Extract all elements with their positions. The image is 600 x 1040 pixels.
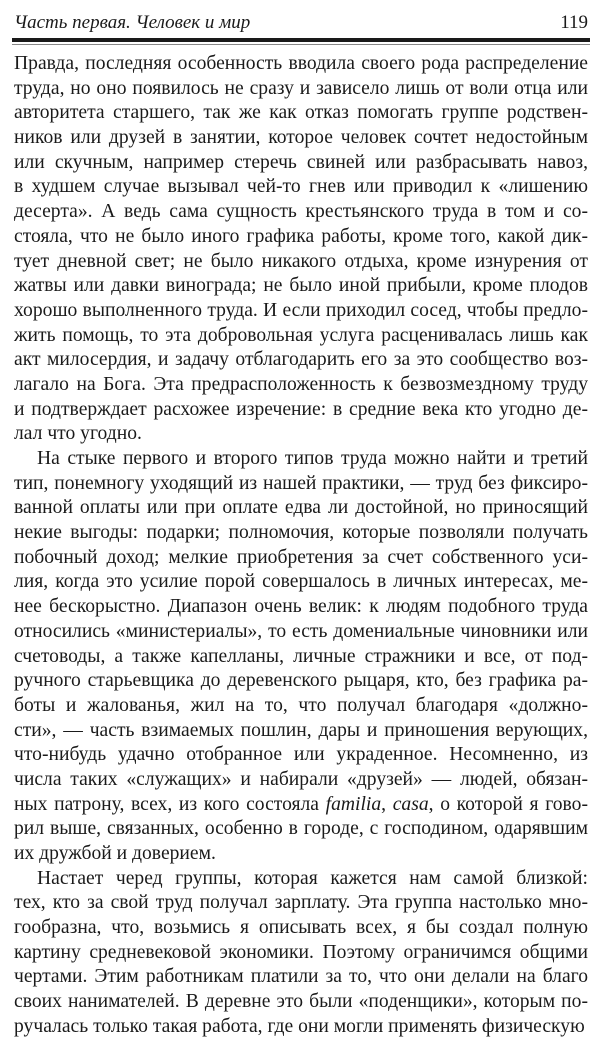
text-line: ручалась только такая работа, где они могли применять физическую <box>14 1015 585 1037</box>
text-segment: , о которой я гово- <box>428 793 588 815</box>
header-rule <box>12 38 590 42</box>
running-title: Часть первая. Человек и мир <box>14 12 251 33</box>
text-line: картину средневековой экономики. Поэтому ограничимся общими <box>14 941 588 963</box>
text-line: тип, понемногу уходящий из нашей практики, — труд без фиксиро- <box>14 472 588 494</box>
text-line: тует дневной свет; не было никакого отдыха, кроме изнурения от <box>14 250 588 272</box>
text-line: ников или друзей в занятии, которое человек сочтет недостойным <box>14 127 588 149</box>
text-segment: ных патрону, всех, из кого состояла <box>14 793 326 815</box>
text-line: хорошо выполненного труда. И если приходил сосед, чтобы предло- <box>14 299 588 321</box>
body-text <box>14 52 588 1040</box>
text-line: счетоводы, а также капелланы, личные стражники и все, от под- <box>14 645 588 667</box>
text-line: жатвы или давки винограда; не было иной прибыли, кроме плодов <box>14 275 588 297</box>
text-line: рил выше, связанных, особенно в городе, с господином, одарявшим <box>14 818 588 840</box>
paragraph <box>14 52 588 447</box>
header-rule-thin <box>12 44 590 45</box>
page-header <box>14 4 588 34</box>
text-line: что-нибудь удачно отобранное или украденное. Несомненно, из <box>14 744 588 766</box>
text-line: или скучным, например стеречь свиней или разбрасывать навоз, <box>14 151 588 173</box>
italic-term: casa <box>392 793 429 815</box>
text-line: тех, кто за свой труд получал зарплату. Эта группа настолько мно- <box>14 892 588 914</box>
text-line: в худшем случае вызывал чей-то гнев или приводил к «лишению <box>14 176 588 198</box>
text-line: Настает черед группы, которая кажется нам самой близкой: <box>37 867 588 889</box>
text-line: лагало на Бога. Эта предрасположенность к безвозмездному труду <box>14 373 588 395</box>
text-line: чертами. Этим работникам платили за то, что они делали на благо <box>14 966 588 988</box>
text-line: лия, когда это усилие порой совершалось в личных интересах, ме- <box>14 571 588 593</box>
text-line: относились «министериалы», то есть домениальные чиновники или <box>14 620 588 642</box>
text-line: стояла, что не было иного графика работы, кроме того, какой дик- <box>14 225 588 247</box>
text-line: На стыке первого и второго типов труда можно найти и третий <box>37 448 588 469</box>
text-line: их дружбой и доверием. <box>14 843 216 864</box>
text-line: труда, но оно появилось не сразу и зависело лишь от воли отца или <box>14 77 588 99</box>
text-line: акт милосердия, и задачу отблагодарить его за это сообщество воз- <box>14 349 588 371</box>
text-line: сти», — часть взимаемых пошлин, дары и приношения верующих, <box>14 719 588 741</box>
text-line: авторитета старшего, так же как отказ помогать группе родствен- <box>14 102 588 124</box>
text-line: некие выгоды: подарки; полномочия, которые позволяли получать <box>14 522 588 544</box>
text-line: своих нанимателей. В деревне это были «поденщики», которым по- <box>14 991 588 1013</box>
text-line: лал что угодно. <box>14 423 142 445</box>
text-line: и подтверждает расхожее изречение: в средние века кто угодно де- <box>14 398 588 420</box>
text-line: ручного старьевщика до деревенского рыцаря, кто, без графика ра- <box>14 670 588 692</box>
text-line: боты и жалованья, жил на то, что получал благодаря «должно- <box>14 694 588 716</box>
text-line: десерта». А ведь сама сущность крестьянского труда в том и со- <box>14 201 588 223</box>
text-line: побочный доход; мелкие приобретения за счет собственного уси- <box>14 546 588 568</box>
text-segment: , <box>381 793 393 815</box>
page-number: 119 <box>560 12 588 33</box>
text-line: ванной оплаты или при оплате едва ли достойной, но приносящий <box>14 497 588 519</box>
italic-term: familia <box>325 793 382 815</box>
text-line: числа таких «служащих» и набирали «друзей» — людей, обязан- <box>14 768 588 790</box>
paragraph <box>14 447 588 867</box>
text-line: жить помощь, то эта добровольная услуга расценивалась лишь как <box>14 324 588 346</box>
text-line: нее бескорыстно. Диапазон очень велик: к людям подобного труда <box>14 596 588 618</box>
text-line <box>14 793 588 818</box>
text-line: Правда, последняя особенность вводила своего рода распределение <box>14 53 588 74</box>
paragraph <box>14 867 588 1040</box>
text-line: гообразна, что, возьмись я описывать всех, я бы создал полную <box>14 917 588 939</box>
